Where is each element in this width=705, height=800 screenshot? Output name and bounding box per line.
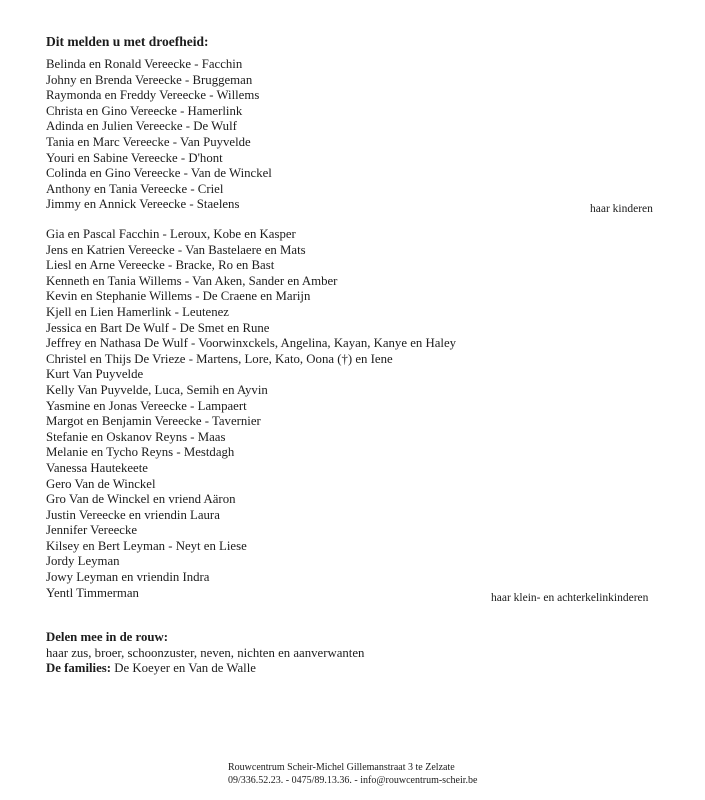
children-list [46,57,272,213]
grandchild-name-line: Yentl Timmerman [46,585,139,600]
grandchild-name-line: Kelly Van Puyvelde, Luca, Semih en Ayvin [46,382,268,397]
families-line [46,661,364,677]
grandchildren-list [46,227,456,601]
footer-address: Rouwcentrum Scheir-Michel Gillemanstraat 3 te Zelzate [228,762,455,773]
grandchild-name-line: Jessica en Bart De Wulf - De Smet en Rune [46,320,270,335]
funeral-home-footer [228,762,528,787]
child-name-line: Christa en Gino Vereecke - Hamerlink [46,103,243,118]
child-name-line: Belinda en Ronald Vereecke - Facchin [46,57,243,71]
grandchild-name-line: Margot en Benjamin Vereecke - Tavernier [46,414,261,429]
grandchild-name-line: Kilsey en Bert Leyman - Neyt en Liese [46,538,247,553]
grandchild-name-line: Gia en Pascal Facchin - Leroux, Kobe en Kasper [46,227,296,241]
grandchild-name-line: Jennifer Vereecke [46,523,138,538]
grandchild-name-line: Christel en Thijs De Vrieze - Martens, Lore, Kato, Oona (†) en Iene [46,351,393,366]
grandchild-name-line: Liesl en Arne Vereecke - Bracke, Ro en Bast [46,258,275,273]
child-name-line: Anthony en Tania Vereecke - Criel [46,181,224,196]
child-name-line: Jimmy en Annick Vereecke - Staelens [46,197,240,212]
families-value: De Koeyer en Van de Walle [114,661,256,676]
child-name-line: Johny en Brenda Vereecke - Bruggeman [46,72,253,87]
child-name-line: Colinda en Gino Vereecke - Van de Winckel [46,166,272,181]
grandchild-name-line: Kjell en Lien Hamerlink - Leutenez [46,304,229,319]
grandchild-name-line: Kevin en Stephanie Willems - De Craene en Marijn [46,289,311,304]
grandchild-name-line: Kurt Van Puyvelde [46,367,144,382]
mourning-heading: Delen mee in de rouw: [46,630,169,644]
grandchild-name-line: Melanie en Tycho Reyns - Mestdagh [46,445,235,460]
grandchild-name-line: Gero Van de Winckel [46,476,156,491]
mourning-section [46,630,364,677]
grandchild-name-line: Justin Vereecke en vriendin Laura [46,507,220,522]
footer-contact: 09/336.52.23. - 0475/89.13.36. - info@rouwcentrum-scheir.be [228,774,478,786]
child-name-line: Raymonda en Freddy Vereecke - Willems [46,88,260,103]
grandchild-name-line: Yasmine en Jonas Vereecke - Lampaert [46,398,247,413]
grandchild-name-line: Jowy Leyman en vriendin Indra [46,570,210,585]
child-name-line: Tania en Marc Vereecke - Van Puyvelde [46,134,251,149]
child-name-line: Youri en Sabine Vereecke - D'hont [46,150,223,165]
grandchild-name-line: Gro Van de Winckel en vriend Aäron [46,492,236,507]
grandchild-name-line: Vanessa Hautekeete [46,460,148,475]
child-name-line: Adinda en Julien Vereecke - De Wulf [46,119,237,134]
grandchild-name-line: Kenneth en Tania Willems - Van Aken, Sander en Amber [46,273,338,288]
announcement-heading: Dit melden u met droefheid: [46,34,209,49]
grandchild-name-line: Jeffrey en Nathasa De Wulf - Voorwinxckels, Angelina, Kayan, Kanye en Haley [46,336,457,351]
grandchild-name-line: Jens en Katrien Vereecke - Van Bastelaere en Mats [46,242,306,257]
families-label: De families: [46,661,112,676]
mourning-relatives: haar zus, broer, schoonzuster, neven, nichten en aanverwanten [46,645,365,660]
grandchild-name-line: Jordy Leyman [46,554,120,569]
grandchild-name-line: Stefanie en Oskanov Reyns - Maas [46,429,226,444]
children-role-label: haar kinderen [590,203,653,215]
grandchildren-role-label: haar klein- en achterkelinkinderen [491,592,649,604]
